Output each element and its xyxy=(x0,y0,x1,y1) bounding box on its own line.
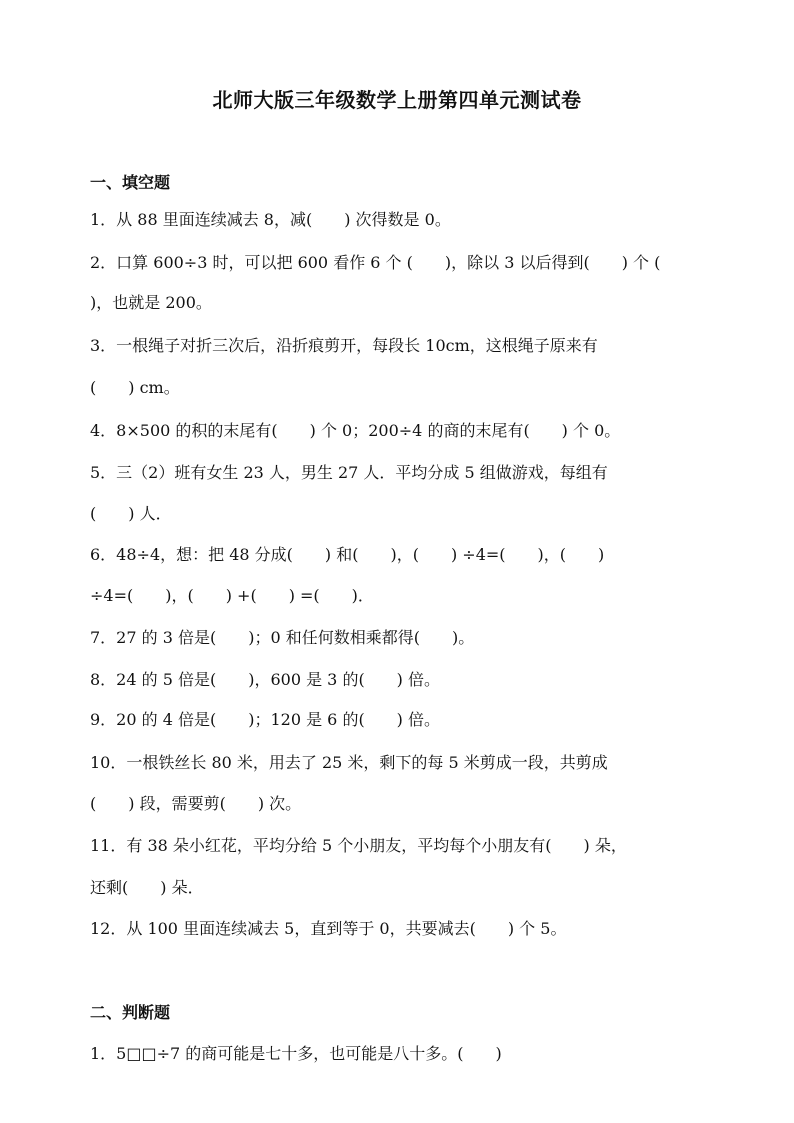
question-line: 6．48÷4，想：把 48 分成( ) 和( )，( ) ÷4=( )，( ) xyxy=(90,545,605,564)
question-line: ( ) 段，需要剪( ) 次。 xyxy=(90,794,302,813)
question-line: 10．一根铁丝长 80 米，用去了 25 米，剩下的每 5 米剪成一段，共剪成 xyxy=(90,753,608,772)
question-line: 8．24 的 5 倍是( )，600 是 3 的( ) 倍。 xyxy=(90,670,441,689)
question-line: 1．5□□÷7 的商可能是七十多，也可能是八十多。( ) xyxy=(90,1044,502,1063)
question-line: ÷4=( )，( ) +( ) =( )． xyxy=(90,586,374,605)
question-line: 12．从 100 里面连续减去 5，直到等于 0，共要减去( ) 个 5。 xyxy=(90,919,567,938)
question-line: 5．三（2）班有女生 23 人，男生 27 人．平均分成 5 组做游戏，每组有 xyxy=(90,463,608,482)
question-line: 9．20 的 4 倍是( )；120 是 6 的( ) 倍。 xyxy=(90,710,441,729)
section-heading-true-false: 二、判断题 xyxy=(90,1003,171,1022)
question-line: 7．27 的 3 倍是( )；0 和任何数相乘都得( )。 xyxy=(90,628,475,647)
question-line: 还剩( ) 朵． xyxy=(90,878,204,897)
question-line: 3．一根绳子对折三次后，沿折痕剪开，每段长 10cm，这根绳子原来有 xyxy=(90,336,598,355)
section-heading-fill-in: 一、填空题 xyxy=(90,173,171,192)
question-line: ( ) cm。 xyxy=(90,378,180,397)
question-line: 4．8×500 的积的末尾有( ) 个 0；200÷4 的商的末尾有( ) 个 0。 xyxy=(90,421,621,440)
question-line: 2．口算 600÷3 时，可以把 600 看作 6 个 ( )，除以 3 以后得到( ) 个 ( xyxy=(90,253,661,272)
question-line: 1．从 88 里面连续减去 8，减( ) 次得数是 0。 xyxy=(90,210,451,229)
page-title: 北师大版三年级数学上册第四单元测试卷 xyxy=(212,88,582,112)
question-line: ( ) 人． xyxy=(90,504,172,523)
question-line: 11．有 38 朵小红花，平均分给 5 个小朋友，平均每个小朋友有( ) 朵， xyxy=(90,836,627,855)
question-line: )，也就是 200。 xyxy=(90,293,212,312)
